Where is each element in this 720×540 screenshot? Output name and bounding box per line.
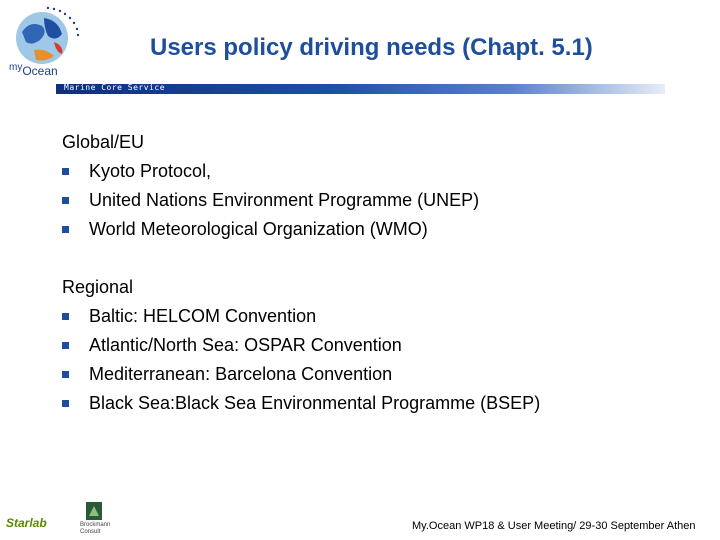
square-bullet-icon [62, 342, 69, 349]
square-bullet-icon [62, 400, 69, 407]
list-item: Atlantic/North Sea: OSPAR Convention [62, 331, 540, 360]
square-bullet-icon [62, 313, 69, 320]
footer-text: My.Ocean WP18 & User Meeting/ 29-30 September Athen [412, 520, 696, 532]
section-global-eu [62, 128, 479, 244]
list-item: Baltic: HELCOM Convention [62, 302, 540, 331]
bullet-list [62, 302, 540, 418]
section-regional [62, 273, 540, 418]
band-label: Marine Core Service [64, 83, 166, 92]
list-item: Mediterranean: Barcelona Convention [62, 360, 540, 389]
section-heading: Regional [62, 277, 134, 297]
brockmann-consult-logo-icon [86, 502, 102, 520]
list-item: United Nations Environment Programme (UNEP) [62, 186, 479, 215]
page-title: Users policy driving needs (Chapt. 5.1) [150, 34, 593, 61]
square-bullet-icon [62, 371, 69, 378]
bullet-list [62, 157, 479, 244]
section-heading: Global/EU [62, 132, 145, 152]
list-item: Black Sea:Black Sea Environmental Programme (BSEP) [62, 389, 540, 418]
list-item: World Meteorological Organization (WMO) [62, 215, 479, 244]
starlab-logo: Starlab [6, 516, 47, 530]
square-bullet-icon [62, 197, 69, 204]
header-band [56, 84, 665, 94]
square-bullet-icon [62, 168, 69, 175]
brockmann-consult-text: Brockmann Consult [80, 522, 111, 535]
list-item: Kyoto Protocol, [62, 157, 479, 186]
myocean-logo-text: $^{my}$Ocean [9, 62, 58, 78]
square-bullet-icon [62, 226, 69, 233]
